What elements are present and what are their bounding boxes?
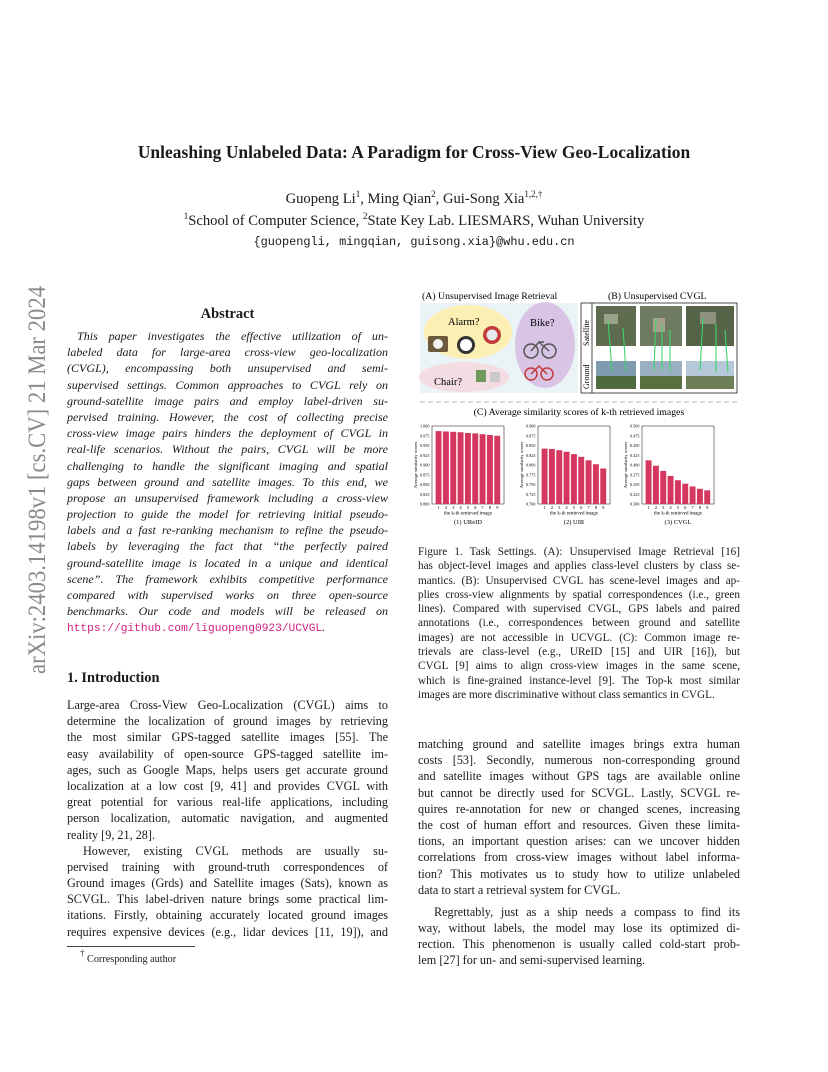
x-tick-label: 1 xyxy=(437,505,440,510)
x-tick-label: 6 xyxy=(684,505,687,510)
intro-line: reality [9, 21, 28]. xyxy=(67,827,155,842)
x-tick-label: 1 xyxy=(543,505,546,510)
caption-line: trievals are class-level (e.g., UReID [15] and UIR [16]), but xyxy=(418,646,740,659)
intro-line: the most similar GPS-tagged satellite images [55]. The xyxy=(67,730,388,745)
body-line: tions, an important question arises: can we uncover hidden xyxy=(418,834,740,849)
bar xyxy=(494,436,500,504)
x-tick-label: 3 xyxy=(558,505,561,510)
y-axis-label: Average similarity scores xyxy=(413,441,418,489)
body-line: rection. This phenomenon is usually called cold-start prob- xyxy=(418,937,740,952)
bar xyxy=(436,431,442,504)
link-period: . xyxy=(322,620,326,635)
caption-line: mantics. (B): Unsupervised CVGL has scene-level images and ap- xyxy=(418,574,740,587)
y-tick-label: 0.725 xyxy=(526,491,536,497)
bar xyxy=(697,489,703,504)
author-name: Guopeng Li xyxy=(285,191,356,207)
abstract-line: supervised settings. Common approaches to CVGL rely on xyxy=(67,377,388,392)
caption-line: lines). Compared with supervised CVGL, GPS labels and paired xyxy=(418,603,740,616)
intro-line: person localization, automatic navigation, and augmented xyxy=(67,811,388,826)
bubble-chair-label: Chair? xyxy=(434,377,462,388)
bar xyxy=(450,432,456,504)
abstract-line: labeled data for large-area cross-view geo-localization xyxy=(67,345,388,360)
footnote-text: Corresponding author xyxy=(87,954,177,965)
author-mark: 2 xyxy=(431,189,436,199)
y-tick-label: 0.800 xyxy=(420,501,430,507)
section-heading-introduction: 1. Introduction xyxy=(67,670,160,686)
x-tick-label: 7 xyxy=(481,505,484,510)
intro-body xyxy=(67,697,388,940)
github-link[interactable]: https://github.com/liguopeng0923/UCVGL xyxy=(67,623,323,636)
author-list: Guopeng Li$^1$, Ming Qian$^2$, Gui-Song Xia$^{1,2,\dagger}$ xyxy=(285,189,543,207)
caption-line: which is fine-grained instance-level [9]. The Top-k most similar xyxy=(418,674,740,687)
intro-line: Ground images (Grds) and Satellite images (Sats), known as xyxy=(67,876,388,891)
author-mark: 1,2,† xyxy=(524,189,543,199)
bar-charts-group xyxy=(413,424,714,526)
author-emails: {guopengli, mingqian, guisong.xia}@whu.edu.cn xyxy=(253,235,575,249)
bar xyxy=(472,433,478,504)
x-axis-label: the k-th retrieved image xyxy=(444,511,492,517)
intro-line: SCVGL. This label-driven nature brings some practical lim- xyxy=(67,892,388,907)
row-label-ground: Ground xyxy=(582,364,591,389)
x-tick-label: 8 xyxy=(594,505,598,510)
bar xyxy=(443,431,449,504)
figure-1 xyxy=(413,288,740,538)
body-line: costs [53]. Secondly, numerous non-corresponding ground xyxy=(418,753,740,768)
x-axis-label: the k-th retrieved image xyxy=(654,511,702,517)
x-tick-label: 9 xyxy=(602,505,605,510)
body-line: quires re-annotation for new or changed scenes, increasing xyxy=(418,801,740,816)
body-line: lem [27] for un- and semi-supervised learning. xyxy=(418,953,646,968)
intro-line: pervised training with ground-truth correspondences of xyxy=(67,859,388,874)
x-tick-label: 8 xyxy=(488,505,492,510)
x-tick-label: 4 xyxy=(565,505,568,510)
caption-line: CVGL [9] aims to align cross-view images in the same scene, xyxy=(418,660,740,673)
y-tick-label: 0.800 xyxy=(526,462,536,468)
row-label-satellite: Satellite xyxy=(582,319,591,346)
ground-image-tiles xyxy=(596,361,734,389)
y-axis-label: Average similarity scores xyxy=(519,441,524,489)
right-column-body xyxy=(418,736,740,969)
caption-line: images) are not accessible in UCVGL. (C): Common image re- xyxy=(418,631,740,644)
body-line: data to start a retrieval system for CVGL. xyxy=(418,882,621,897)
abstract-line: cross-view image pairs hinders the deployment of CVGL in xyxy=(67,426,388,441)
bar xyxy=(600,469,606,504)
y-tick-label: 0.500 xyxy=(630,423,640,429)
x-axis-label: the k-th retrieved image xyxy=(550,511,598,517)
arxiv-sidebar-svg xyxy=(14,237,54,676)
y-tick-label: 0.300 xyxy=(630,501,640,507)
intro-line: Large-area Cross-View Geo-Localization (CVGL) aims to xyxy=(67,698,388,712)
x-tick-label: 3 xyxy=(662,505,665,510)
abstract-line: benchmarks. Our code and models will be released on xyxy=(67,604,388,619)
bar xyxy=(653,466,659,504)
caption-line: has object-level images and applies class-level clusters by class se- xyxy=(418,560,740,573)
intro-line: easy availability of open-source GPS-tagged satellite im- xyxy=(67,746,388,761)
y-tick-label: 0.700 xyxy=(526,501,536,507)
x-tick-label: 8 xyxy=(698,505,702,510)
bar xyxy=(465,433,471,504)
bar xyxy=(487,435,493,504)
abstract-line: projection to guide the model for retrieving initial pseudo- xyxy=(67,507,388,522)
bar xyxy=(542,449,548,504)
x-tick-label: 9 xyxy=(706,505,709,510)
arxiv-identifier xyxy=(14,237,54,676)
y-tick-label: 0.875 xyxy=(526,433,536,439)
bar xyxy=(571,454,577,504)
x-tick-label: 5 xyxy=(676,505,680,510)
body-line: and satellite images without GPS tags are available online xyxy=(418,769,740,784)
abstract-link-line xyxy=(67,619,388,635)
intro-line: localization at a low cost [9, 41] and provides CVGL with xyxy=(67,778,388,793)
x-tick-label: 9 xyxy=(496,505,499,510)
affiliation-1: School of Computer Science, xyxy=(188,213,360,229)
paper-title: Unleashing Unlabeled Data: A Paradigm for Cross-View Geo-Localization xyxy=(137,142,691,162)
footnote xyxy=(80,948,177,965)
body-line: but cannot be directly used for SCVGL. Lastly, SCVGL re- xyxy=(418,785,740,800)
abstract-line: propose an unsupervised framework including a cross-view xyxy=(67,490,388,505)
bubble-alarm-label: Alarm? xyxy=(448,317,480,328)
y-tick-label: 0.825 xyxy=(526,452,536,458)
intro-line: However, existing CVGL methods are usually su- xyxy=(83,843,388,858)
y-tick-label: 0.975 xyxy=(420,433,430,439)
y-tick-label: 0.775 xyxy=(526,472,536,478)
abstract-line: ground-satellite image pairs and employ label-driven su- xyxy=(67,393,388,408)
affil-mark: 1 xyxy=(183,211,189,221)
y-tick-label: 1.000 xyxy=(420,423,430,429)
body-line: matching ground and satellite images brings extra human xyxy=(418,737,740,751)
bar xyxy=(549,449,555,504)
caption-line: images are more discriminative without class semantics in CVGL. xyxy=(418,688,715,701)
intro-line: determine the localization of ground images by retrieving xyxy=(67,714,388,729)
y-tick-label: 0.850 xyxy=(420,482,430,488)
figure-caption xyxy=(418,545,740,702)
abstract-line: real-life scenarios. Without the pairs, CVGL will be more xyxy=(67,442,388,457)
bar xyxy=(690,486,696,504)
abstract-body xyxy=(67,328,388,636)
y-tick-label: 0.875 xyxy=(420,472,430,478)
x-tick-label: 2 xyxy=(654,505,658,510)
abstract-line: challenging to handle the significant imaging and spatial xyxy=(67,458,388,473)
x-tick-label: 6 xyxy=(474,505,477,510)
x-tick-label: 2 xyxy=(444,505,448,510)
x-tick-label: 7 xyxy=(691,505,694,510)
bar xyxy=(682,484,688,504)
x-tick-label: 5 xyxy=(466,505,470,510)
body-line: tion? This motivates us to study how to utilize unlabeled xyxy=(418,866,740,881)
bar xyxy=(593,464,599,504)
abstract-line: This paper investigates the effective utilization of un- xyxy=(77,329,388,343)
y-tick-label: 0.450 xyxy=(630,443,640,449)
x-tick-label: 3 xyxy=(452,505,455,510)
y-tick-label: 0.425 xyxy=(630,452,640,458)
arxiv-id-text: arXiv:2403.14198v1 [cs.CV] 21 Mar 2024 xyxy=(22,237,51,674)
bar xyxy=(660,471,666,504)
y-tick-label: 0.325 xyxy=(630,491,640,497)
bar xyxy=(675,480,681,504)
x-tick-label: 4 xyxy=(669,505,672,510)
abstract-line: (CVGL), encompassing both unsupervised and semi- xyxy=(67,361,388,376)
bar xyxy=(646,460,652,504)
body-line: correlations from cross-view images without label informa- xyxy=(418,850,740,865)
bubble-bike-label: Bike? xyxy=(530,318,555,329)
y-tick-label: 0.950 xyxy=(420,443,430,449)
x-tick-label: 6 xyxy=(580,505,583,510)
author-mark: 1 xyxy=(355,189,361,199)
y-tick-label: 0.925 xyxy=(420,452,430,458)
chart-title: (2) UIR xyxy=(563,519,585,526)
bar xyxy=(704,490,710,504)
abstract-line: scene”. The framework exhibits competitive performance xyxy=(67,571,388,586)
y-tick-label: 0.400 xyxy=(630,462,640,468)
y-tick-label: 0.475 xyxy=(630,433,640,439)
body-line: Regrettably, just as a ship needs a compass to find its xyxy=(434,904,740,919)
panel-b-label: (B) Unsupervised CVGL xyxy=(608,291,707,302)
x-tick-label: 4 xyxy=(459,505,462,510)
panel-a-label: (A) Unsupervised Image Retrieval xyxy=(422,291,558,302)
author-name: Gui-Song Xia xyxy=(442,191,525,207)
bar xyxy=(480,434,486,504)
abstract-line: ground-satellite image is located in a unique and identical xyxy=(67,555,388,570)
y-axis-label: Average similarity scores xyxy=(623,441,628,489)
bar xyxy=(458,432,464,504)
chart-title: (3) CVGL xyxy=(664,519,692,526)
bar xyxy=(556,450,562,504)
y-tick-label: 0.750 xyxy=(526,482,536,488)
bar xyxy=(668,476,674,504)
abstract-line: labels by leveraging the fact that “the perfectly paired xyxy=(67,539,388,554)
x-tick-label: 7 xyxy=(587,505,590,510)
x-tick-label: 2 xyxy=(550,505,554,510)
intro-line: great potential for various real-life applications, including xyxy=(67,795,388,810)
bar xyxy=(578,457,584,504)
x-tick-label: 1 xyxy=(647,505,650,510)
bar xyxy=(564,452,570,504)
intro-line: ages, such as Google Maps, helps users get accurate ground xyxy=(67,762,388,777)
bar xyxy=(586,460,592,504)
satellite-image-tiles xyxy=(596,306,734,346)
caption-line: Figure 1. Task Settings. (A): Unsupervised Image Retrieval [16] xyxy=(418,546,740,558)
y-tick-label: 0.900 xyxy=(420,462,430,468)
body-line: way, without labels, the model may lose its optimized di- xyxy=(418,921,740,936)
intro-line: requires expensive devices (e.g., lidar devices [11, 19]), and xyxy=(67,924,388,939)
y-tick-label: 0.375 xyxy=(630,472,640,478)
figure-1-svg xyxy=(413,288,740,538)
x-tick-label: 5 xyxy=(572,505,576,510)
caption-line: plies cross-view alignments by spatial correspondences (i.e., green xyxy=(418,588,740,601)
caption-line: annotations (i.e., correspondences between ground and satellite xyxy=(418,617,740,630)
panel-c-label: (C) Average similarity scores of k-th retrieved images xyxy=(473,407,685,418)
affiliations xyxy=(60,213,768,230)
intro-line: itations. Firstly, obtaining accurately located ground images xyxy=(67,908,388,923)
chart-title: (1) UReID xyxy=(454,519,482,526)
abstract-heading: Abstract xyxy=(200,306,255,322)
y-tick-label: 0.825 xyxy=(420,491,430,497)
abstract-line: compared with supervised works on three open-source xyxy=(67,588,388,602)
author-name: Ming Qian xyxy=(367,191,432,207)
y-tick-label: 0.900 xyxy=(526,423,536,429)
body-line: the cost of human effort and resources. Given these limita- xyxy=(418,817,740,832)
footnote-rule xyxy=(67,946,195,947)
affil-mark: 2 xyxy=(362,211,368,221)
y-tick-label: 0.850 xyxy=(526,443,536,449)
abstract-line: pervised training. However, the cost of collecting precise xyxy=(67,409,388,424)
abstract-line: labels and a fast re-ranking mechanism to refine the pseudo- xyxy=(67,523,388,538)
affiliation-2: State Key Lab. LIESMARS, Wuhan University xyxy=(367,213,645,229)
y-tick-label: 0.350 xyxy=(630,482,640,488)
abstract-line: gaps between ground and satellite images. To this end, we xyxy=(67,474,388,489)
footnote-mark: † xyxy=(80,948,85,958)
